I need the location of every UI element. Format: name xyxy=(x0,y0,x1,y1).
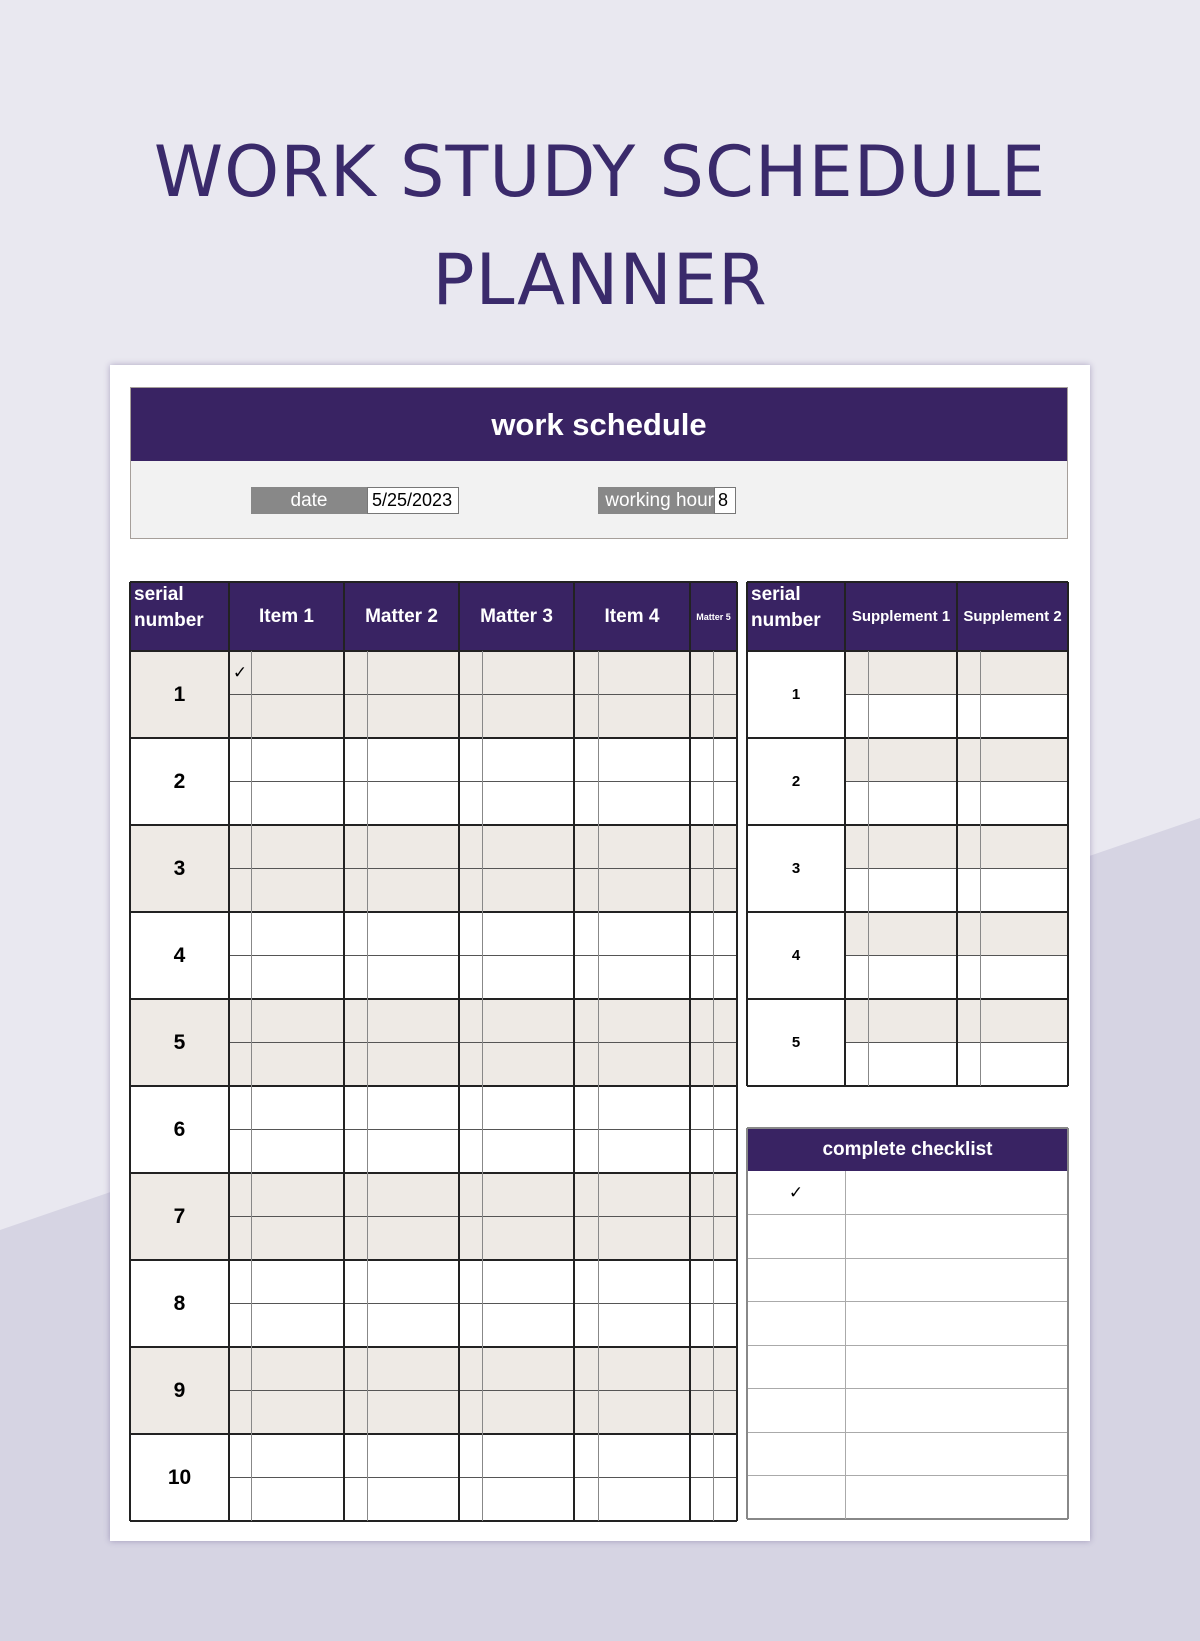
work-schedule-panel xyxy=(130,387,1068,539)
grid-line xyxy=(844,582,846,1086)
date-field xyxy=(251,487,459,514)
main-header-item-1: Item 1 xyxy=(259,605,314,627)
grid-line xyxy=(689,582,691,1521)
grid-line xyxy=(229,868,737,869)
grid-line xyxy=(573,582,575,1521)
grid-line xyxy=(130,1085,737,1087)
grid-line xyxy=(1067,1128,1069,1519)
grid-line xyxy=(130,1520,737,1522)
planner-sheet xyxy=(110,365,1090,1541)
main-row-serial: 8 xyxy=(173,1291,186,1315)
grid-line xyxy=(747,1345,1068,1346)
main-row-serial: 5 xyxy=(173,1030,186,1054)
grid-line xyxy=(229,1129,737,1130)
checklist-heading: complete checklist xyxy=(747,1128,1068,1171)
main-row-serial: 7 xyxy=(173,1204,186,1228)
grid-line xyxy=(746,1128,748,1519)
main-row-serial: 2 xyxy=(173,769,186,793)
grid-line xyxy=(1067,582,1069,1086)
main-row-serial: 3 xyxy=(173,856,186,880)
working-hour-label: working hour xyxy=(598,487,714,514)
grid-line xyxy=(747,737,1068,739)
supplement-header-supplement-1: Supplement 1 xyxy=(851,608,951,625)
working-hour-input[interactable]: 8 xyxy=(714,487,736,514)
grid-line xyxy=(130,1172,737,1174)
main-row-serial: 10 xyxy=(167,1465,192,1489)
grid-line xyxy=(747,1085,1068,1087)
supplement-header-serial-number: serial number xyxy=(751,584,821,631)
grid-line xyxy=(746,582,748,1086)
main-header-item-4: Item 4 xyxy=(604,605,660,627)
grid-line xyxy=(747,1258,1068,1259)
work-schedule-heading: work schedule xyxy=(131,388,1067,461)
grid-line xyxy=(229,781,737,782)
grid-line xyxy=(482,651,483,1521)
grid-line xyxy=(747,1301,1068,1302)
grid-line xyxy=(130,650,737,652)
grid-line xyxy=(747,998,1068,1000)
grid-line xyxy=(130,824,737,826)
grid-line xyxy=(845,1171,846,1519)
grid-line xyxy=(229,1216,737,1217)
working-hour-field xyxy=(598,487,736,514)
main-header-matter-2: Matter 2 xyxy=(365,605,438,627)
grid-line xyxy=(747,1518,1068,1520)
grid-line xyxy=(130,1259,737,1261)
grid-line xyxy=(747,911,1068,913)
grid-line xyxy=(747,824,1068,826)
main-row-serial: 6 xyxy=(173,1117,186,1141)
grid-line xyxy=(747,1127,1068,1129)
main-header-matter-3: Matter 3 xyxy=(480,605,553,627)
grid-line xyxy=(747,1475,1068,1476)
grid-line xyxy=(747,581,1068,583)
grid-line xyxy=(229,1303,737,1304)
grid-line xyxy=(747,1432,1068,1433)
grid-line xyxy=(130,911,737,913)
grid-line xyxy=(130,1433,737,1435)
grid-line xyxy=(229,1390,737,1391)
grid-line xyxy=(130,998,737,1000)
page-title xyxy=(0,118,1200,334)
supplement-header-supplement-2: Supplement 2 xyxy=(963,608,1062,625)
grid-line xyxy=(980,651,981,1086)
supplement-row-serial: 3 xyxy=(791,860,801,877)
date-input[interactable]: 5/25/2023 xyxy=(367,487,459,514)
date-label: date xyxy=(251,487,367,514)
grid-line xyxy=(130,1346,737,1348)
grid-line xyxy=(747,650,1068,652)
grid-line xyxy=(367,651,368,1521)
grid-line xyxy=(229,1477,737,1478)
grid-line xyxy=(229,955,737,956)
grid-line xyxy=(736,582,738,1521)
supplement-row-serial: 5 xyxy=(791,1034,801,1051)
main-header-serial-number: serial number xyxy=(134,584,204,631)
grid-line xyxy=(129,582,131,1521)
grid-line xyxy=(868,651,869,1086)
grid-line xyxy=(956,582,958,1086)
title-line-2: PLANNER xyxy=(432,239,768,321)
grid-line xyxy=(130,581,737,583)
main-header-matter-5: Matter 5 xyxy=(696,611,731,622)
grid-line xyxy=(251,651,252,1521)
grid-line xyxy=(229,1042,737,1043)
grid-line xyxy=(747,1214,1068,1215)
grid-line xyxy=(229,694,737,695)
main-row-serial: 1 xyxy=(173,682,186,706)
grid-line xyxy=(747,1388,1068,1389)
grid-line xyxy=(228,582,230,1521)
grid-line xyxy=(713,651,714,1521)
main-check-mark: ✓ xyxy=(232,662,248,682)
supplement-row-serial: 1 xyxy=(791,686,801,703)
grid-line xyxy=(458,582,460,1521)
main-row-serial: 4 xyxy=(173,943,186,967)
main-row-serial: 9 xyxy=(173,1378,186,1402)
grid-line xyxy=(343,582,345,1521)
supplement-row-serial: 2 xyxy=(791,773,801,790)
supplement-row-serial: 4 xyxy=(791,947,801,964)
grid-line xyxy=(130,737,737,739)
checklist-check-mark: ✓ xyxy=(788,1182,804,1202)
grid-line xyxy=(598,651,599,1521)
title-line-1: WORK STUDY SCHEDULE xyxy=(153,131,1047,213)
